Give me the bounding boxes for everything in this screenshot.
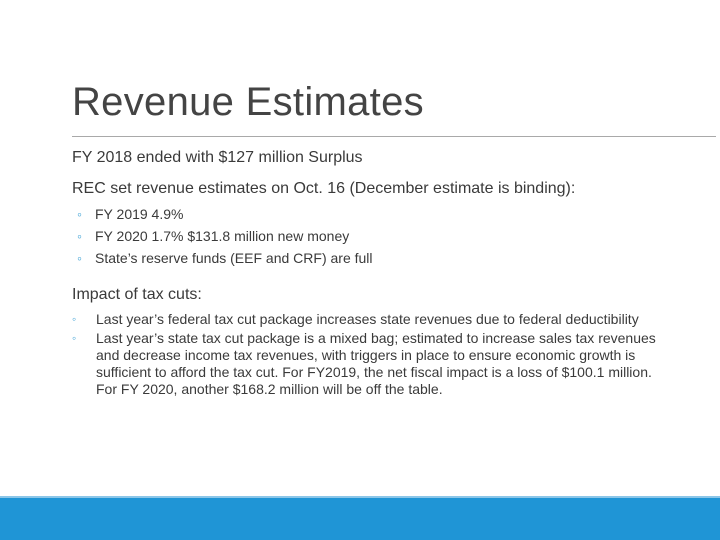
sub-list-item [77, 206, 183, 222]
surplus-statement: FY 2018 ended with $127 million Surplus [72, 149, 363, 166]
bullet-icon: ◦ [72, 312, 77, 326]
slide-title: Revenue Estimates [72, 80, 424, 124]
bullet-icon: ◦ [77, 250, 82, 266]
impact-list-item [72, 330, 662, 398]
sub-item-text: State’s reserve funds (EEF and CRF) are full [95, 250, 373, 266]
impact-heading: Impact of tax cuts: [72, 286, 202, 303]
sub-item-text: FY 2019 4.9% [95, 206, 184, 222]
sub-item-text: FY 2020 1.7% $131.8 million new money [95, 228, 350, 244]
sub-list-item [77, 250, 373, 266]
impact-item-text: Last year’s state tax cut package is a mixed bag; estimated to increase sales tax revenues and decrease income tax revenues, with triggers in place to ensure economic growth is sufficient to afford the tax cut. For FY2019, the net fiscal impact is a loss of $100.1 million. For FY 2020, another $168.2 million will be off the table. [96, 330, 656, 397]
bullet-icon: ◦ [77, 206, 82, 222]
bullet-icon: ◦ [77, 228, 82, 244]
impact-list [72, 311, 662, 400]
title-divider [72, 136, 716, 137]
impact-item-text: Last year’s federal tax cut package increases state revenues due to federal deductibility [96, 311, 639, 327]
sub-list-item [77, 228, 349, 244]
bullet-icon: ◦ [72, 331, 77, 345]
rec-estimates-statement: REC set revenue estimates on Oct. 16 (December estimate is binding): [72, 180, 576, 197]
impact-list-item [72, 311, 662, 328]
footer-bar [0, 498, 720, 540]
